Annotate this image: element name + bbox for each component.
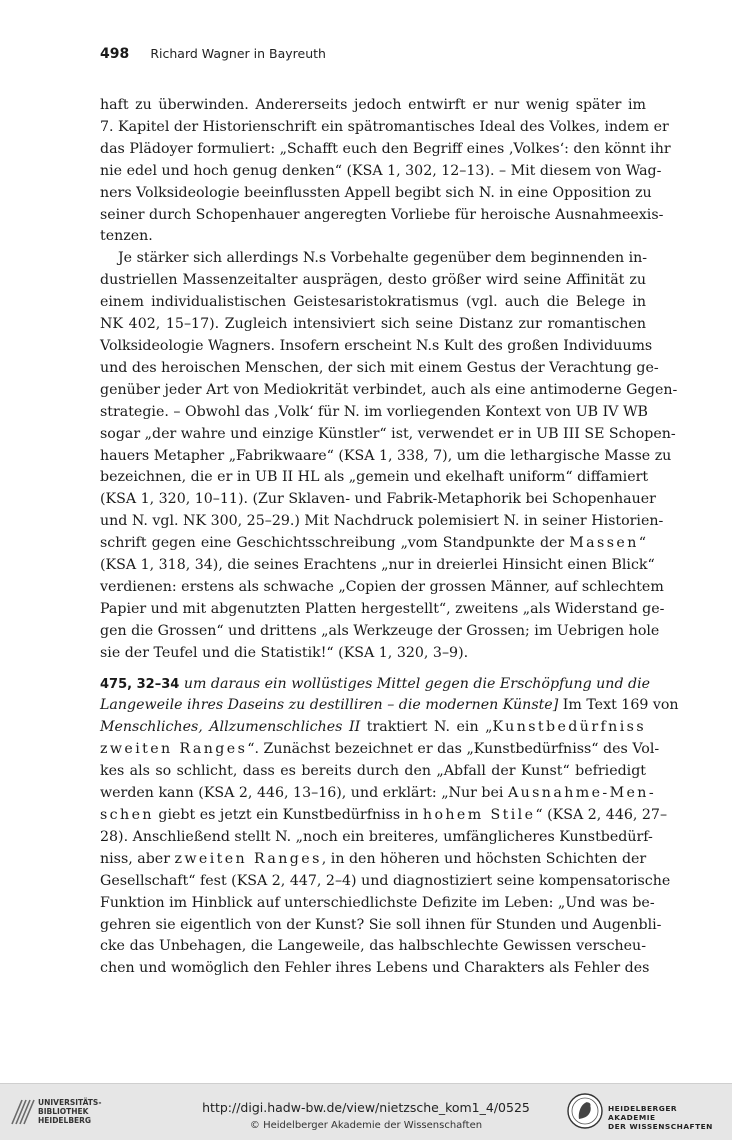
text-line: chen und womöglich den Fehler ihres Lebens und Charakters als Fehler des [100,960,650,977]
text-line: Funktion im Hinblick auf unterschiedlichste Defizite im Leben: „Und was be- [100,894,655,911]
text-line: tenzen. [100,228,153,245]
academy-name: HEIDELBERGER AKADEMIE DER WISSENSCHAFTEN [608,1104,713,1131]
page-number: 498 [100,46,130,62]
text-line [100,717,646,739]
text-line: verdienen: erstens als schwache „Copien der grossen Männer, auf schlechtem [100,578,664,595]
text-line: 7. Kapitel der Historienschrift ein spätromantisches Ideal des Volkes, indem er [100,118,669,135]
work-title: Menschliches, Allzumenschliches II [100,719,361,736]
text-line: kes als so schlicht, dass es bereits durch den „Abfall der Kunst“ befriedigt [100,763,646,780]
academy-logo[interactable] [566,1092,726,1132]
footer-bar [0,1083,732,1140]
text-line: (KSA 1, 320, 10–11). (Zur Sklaven- und Fabrik-Metaphorik bei Schopenhauer [100,491,656,508]
text-line: (KSA 1, 318, 34), die seines Erachtens „nur in dreierlei Hinsicht einen Blick“ [100,557,655,574]
running-header [100,43,660,65]
text-fragment: “. Zunächst bezeichnet er das „Kunstbedürfniss“ des Vol- [247,741,660,758]
text-line: und des heroischen Menschen, der sich mit einem Gestus der Verachtung ge- [100,359,659,376]
text-line: haft zu überwinden. Andererseits jedoch entwirft er nur wenig später im [100,97,646,113]
text-fragment: schrift gegen eine Geschichtsschreibung „vom Standpunkte der [100,535,570,552]
spaced-term: zweiten Ranges [174,850,322,867]
spaced-term: hohem Stile [422,807,536,823]
academy-seal-icon [566,1092,604,1130]
text-line [100,783,657,805]
entry-reference: 475, 32–34 [100,676,180,692]
text-fragment: Im Text 169 von [562,697,679,714]
text-line: dustriellen Massenzeitalter ausprägen, desto größer wird seine Affinität zu [100,272,646,289]
text-line: gehren sie eigentlich von der Kunst? Sie soll ihnen für Stunden und Augenbli- [100,916,662,933]
lemma: um daraus ein wollüstiges Mittel gegen die Erschöpfung und die [183,675,651,692]
text-line [100,674,651,696]
text-line: sogar „der wahre und einzige Künstler“ ist, verwendet er in UB III SE Schopen- [100,425,676,442]
spaced-term: zweiten Ranges [100,741,248,758]
text-fragment: niss, aber [100,850,170,867]
spaced-term: Kunstbedürfniss [492,719,646,736]
text-line: seiner durch Schopenhauer angeregten Vorliebe für heroische Ausnahmeexis- [100,206,664,223]
text-fragment: “ (KSA 2, 446, 27– [535,807,668,823]
text-line: und N. vgl. NK 300, 25–29.) Mit Nachdruck polemisiert N. in seiner Historien- [100,513,664,530]
running-title: Richard Wagner in Bayreuth [150,46,326,61]
permalink-url[interactable]: http://digi.hadw-bw.de/view/nietzsche_kom1_4/0525 [202,1100,530,1115]
text-line: Je stärker sich allerdings N.s Vorbehalte gegenüber dem beginnenden in- [118,250,648,267]
text-line: ners Volksideologie beeinflussten Appell begibt sich N. in eine Opposition zu [100,184,652,201]
spaced-term: Ausnahme-Men- [507,785,657,802]
text-line [100,695,679,717]
text-line: Volksideologie Wagners. Insofern erscheint N.s Kult des großen Individuums [100,337,653,354]
text-line [100,849,646,871]
main-text [100,95,679,980]
text-line [100,739,660,761]
text-line: 28). Anschließend stellt N. „noch ein breiteres, umfänglicheres Kunstbedürf- [100,828,653,845]
text-line: einem individualistischen Geistesaristokratismus (vgl. auch die Belege in [100,294,646,311]
library-name: UNIVERSITÄTS- BIBLIOTHEK HEIDELBERG [38,1098,102,1125]
text-line: das Plädoyer formuliert: „Schafft euch den Begriff eines ‚Volkes‘: den könnt ihr [100,140,671,157]
text-line: nie edel und hoch genug denken“ (KSA 1, 302, 12–13). – Mit diesem von Wag- [100,162,662,179]
text-line: NK 402, 15–17). Zugleich intensiviert sich seine Distanz zur romantischen [100,316,646,333]
text-fragment: traktiert N. ein „ [366,719,493,736]
text-fragment: , in den höheren und höchsten Schichten der [321,850,647,867]
spaced-term: Massen [569,535,639,552]
text-line: hauers Metapher „Fabrikwaare“ (KSA 1, 338, 7), um die lethargische Masse zu [100,447,672,464]
text-line: Papier und mit abgenutzten Platten hergestellt“, zweitens „als Widerstand ge- [100,600,665,617]
text-line: bezeichnen, die er in UB II HL als „gemein und ekelhaft uniform“ diffamiert [100,469,649,486]
lemma: Langeweile ihres Daseins zu destilliren – die modernen Künste] [100,697,559,714]
text-line: sie der Teufel und die Statistik!“ (KSA 1, 320, 3–9). [100,644,469,661]
copyright-notice: © Heidelberger Akademie der Wissenschaften [249,1120,483,1131]
text-line [100,805,668,827]
text-line: cke das Unbehagen, die Langeweile, das halbschlechte Gewissen verscheu- [100,938,646,955]
text-line: schrift gegen eine Geschichtsschreibung „vom Standpunkte der Massen“ [100,535,646,552]
text-fragment: giebt es jetzt ein Kunstbedürfniss in [158,807,419,823]
text-fragment: werden kann (KSA 2, 446, 13–16), und erklärt: „Nur bei [100,785,504,802]
text-line: gen die Grossen“ und drittens „als Werkzeuge der Grossen; im Uebrigen hole [100,622,660,639]
text-line: genüber jeder Art von Mediokrität verbindet, auch als eine antimoderne Gegen- [100,381,678,398]
text-line: Gesellschaft“ fest (KSA 2, 447, 2–4) und diagnostiziert seine kompensatorische [100,872,671,889]
text-line: strategie. – Obwohl das ‚Volk‘ für N. im vorliegenden Kontext von UB IV WB [100,403,648,420]
spaced-term: schen [100,807,154,823]
